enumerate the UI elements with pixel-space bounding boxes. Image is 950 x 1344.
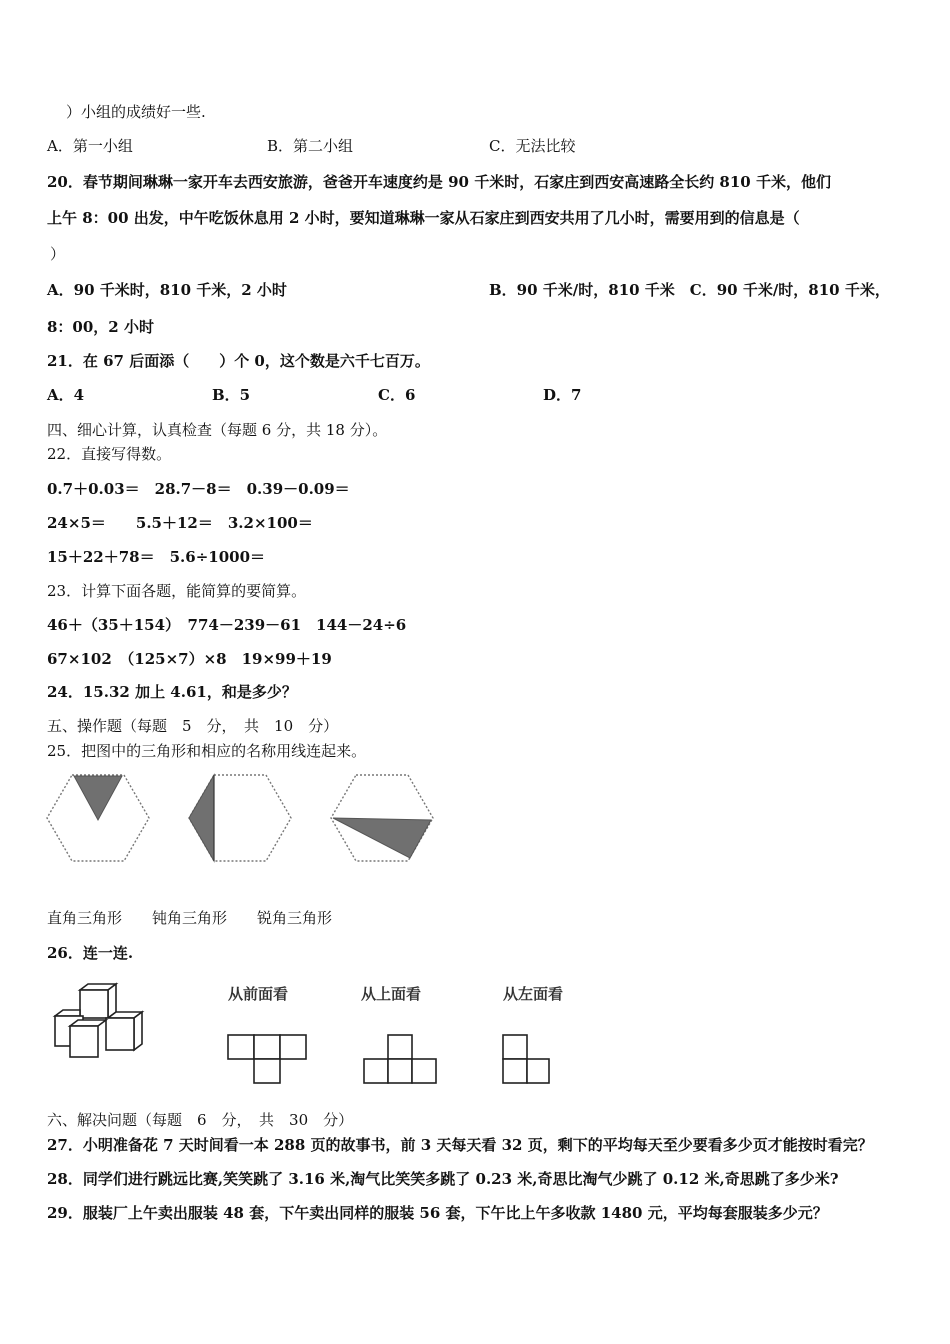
q20-stem-line2: 上午 8：00 出发，中午吃饭休息用 2 小时，要知道琳琳一家从石家庄到西安共用了几小时，需要用到的信息是（ — [47, 209, 800, 227]
view-label-top: 从上面看 — [361, 985, 422, 1003]
view-label-front: 从前面看 — [228, 985, 289, 1003]
hexagon-figure-3 — [330, 774, 434, 862]
section-5-heading: 五、操作题（每题 5 分， 共 10 分） — [47, 717, 339, 735]
q19-option-c: C．无法比较 — [489, 137, 576, 155]
q28-stem: 28．同学们进行跳远比赛,笑笑跳了 3.16 米,淘气比笑笑多跳了 0.23 米,奇思比淘气少跳了 0.12 米,奇思跳了多少米? — [47, 1170, 839, 1188]
q29-stem: 29．服装厂上午卖出服装 48 套，下午卖出同样的服装 56 套，下午比上午多收款 1480 元，平均每套服装多少元？ — [47, 1204, 828, 1222]
section-6-heading: 六、解决问题（每题 6 分， 共 30 分） — [47, 1111, 354, 1129]
q19-option-a: A．第一小组 — [47, 137, 133, 155]
q22-stem: 22．直接写得数。 — [47, 445, 172, 463]
q19-stem-tail: ）小组的成绩好一些. — [66, 103, 206, 121]
hexagon-figure-1 — [46, 774, 150, 862]
shaded-triangle-left — [189, 775, 214, 861]
q20-option-c-cont: 8：00，2 小时 — [47, 318, 154, 336]
q23-row-1: 46＋（35＋154） 774－239－61 144－24÷6 — [47, 616, 407, 634]
section-4-heading: 四、细心计算，认真检查（每题 6 分，共 18 分）。 — [47, 421, 388, 439]
q21-option-a: A．4 — [47, 386, 85, 404]
q20-option-bc: B．90 千米/时，810 千米 C．90 千米/时，810 千米， — [489, 281, 890, 299]
view-shape-left-L — [501, 1033, 561, 1085]
shaded-triangle-top — [74, 776, 122, 820]
q21-option-b: B．5 — [212, 386, 251, 404]
q20-option-a: A．90 千米时，810 千米，2 小时 — [47, 281, 287, 299]
q23-stem: 23．计算下面各题，能简算的要简算。 — [47, 582, 307, 600]
q20-stem-line1: 20．春节期间琳琳一家开车去西安旅游，爸爸开车速度约是 90 千米时，石家庄到西安高速路全长约 810 千米，他们 — [47, 173, 831, 191]
hexagon-figure-2 — [188, 774, 292, 862]
q26-view-labels — [0, 982, 950, 1006]
q21-option-d: D．7 — [543, 386, 582, 404]
q23-row-2: 67×102 （125×7）×8 19×99＋19 — [47, 650, 332, 668]
q22-row-2: 24×5＝ 5.5＋12＝ 3.2×100＝ — [47, 514, 313, 532]
q21-stem: 21．在 67 后面添（ ）个 0，这个数是六千七百万。 — [47, 352, 430, 370]
view-shape-front-T — [226, 1033, 316, 1085]
q27-stem: 27．小明准备花 7 天时间看一本 288 页的故事书，前 3 天每天看 32 页，剩下的平均每天至少要看多少页才能按时看完？ — [47, 1136, 873, 1154]
q24-stem: 24．15.32 加上 4.61，和是多少？ — [47, 683, 297, 701]
q22-row-3: 15＋22＋78＝ 5.6÷1000＝ — [47, 548, 266, 566]
q20-stem-line3: ） — [50, 245, 66, 263]
q22-row-1: 0.7＋0.03＝ 28.7－8＝ 0.39－0.09＝ — [47, 480, 350, 498]
q26-stem: 26．连一连. — [47, 944, 134, 962]
q25-stem: 25．把图中的三角形和相应的名称用线连起来。 — [47, 742, 367, 760]
shaded-triangle-middle — [333, 818, 431, 858]
view-label-left: 从左面看 — [503, 985, 564, 1003]
q25-triangle-names: 直角三角形 钝角三角形 锐角三角形 — [47, 909, 333, 927]
view-shape-top-inverted-T — [362, 1033, 442, 1085]
q21-option-c: C．6 — [378, 386, 416, 404]
q19-option-b: B．第二小组 — [267, 137, 354, 155]
